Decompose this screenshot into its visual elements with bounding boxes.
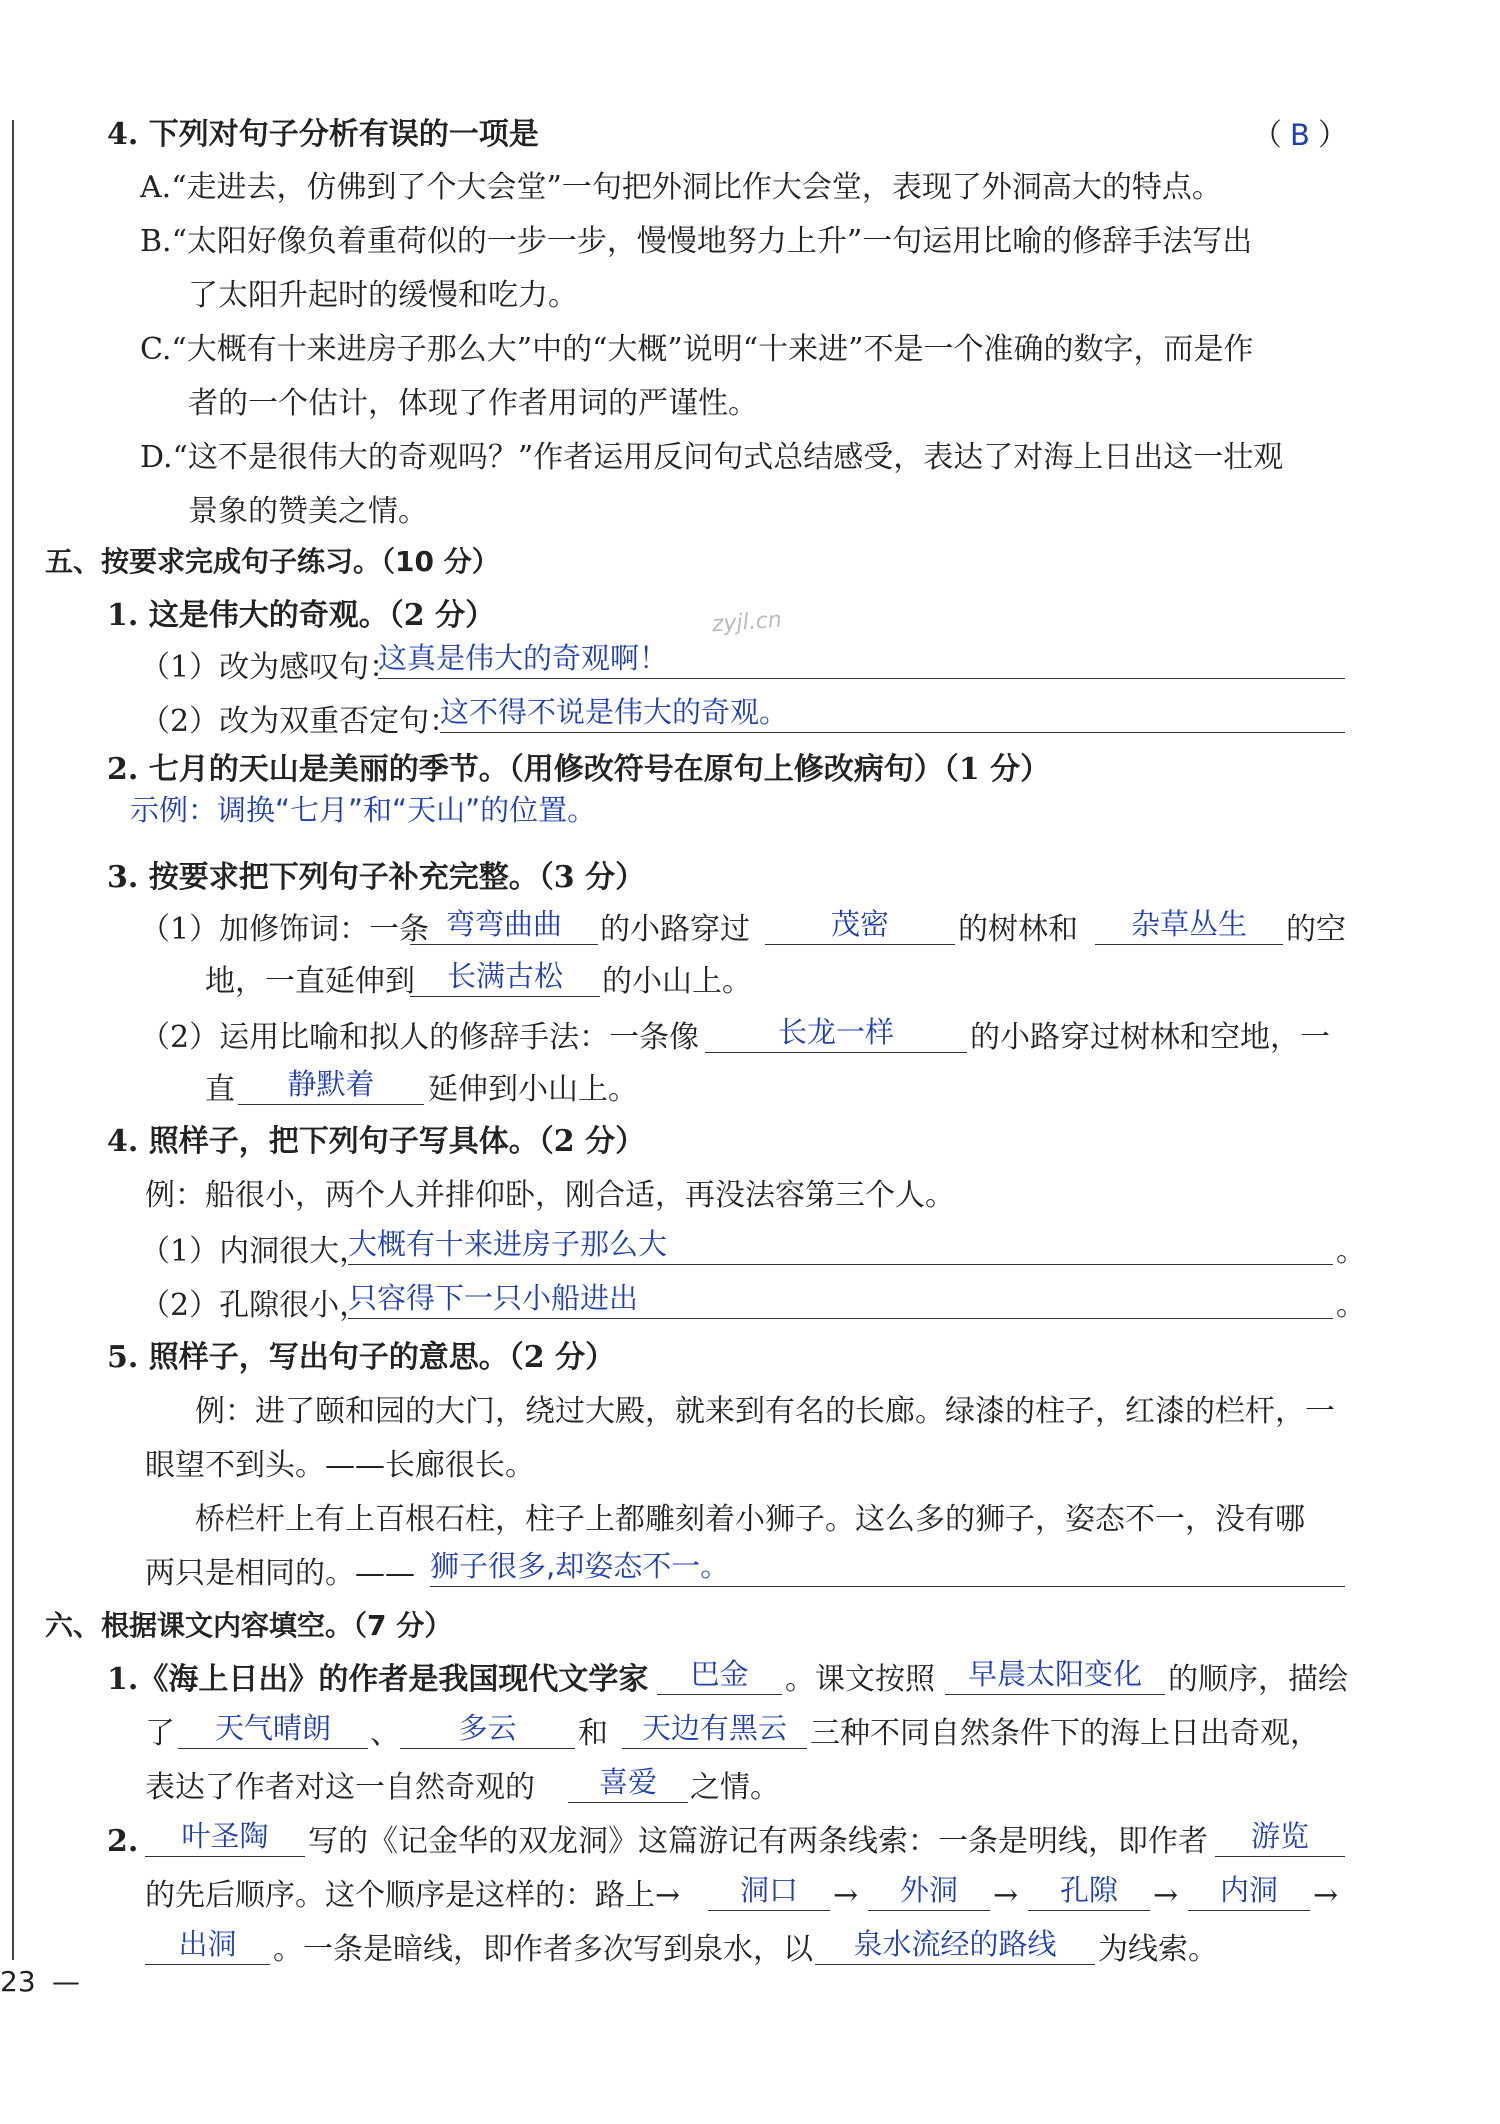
q4-option-d-line1: D.“这不是很伟大的奇观吗？”作者运用反问句式总结感受，表达了对海上日出这一壮观 [140,440,1284,475]
s6-q2-b: 的先后顺序。这个顺序是这样的：路上→ [145,1878,681,1913]
section-5-title: 五、按要求完成句子练习。（10 分） [45,545,500,578]
s5-q5-body-line2: 两只是相同的。—— [145,1556,415,1591]
s6-q1-d: 了 [145,1716,175,1751]
s6-q1-g: 三种不同自然条件下的海上日出奇观， [810,1716,1320,1751]
s6-q1-i: 之情。 [690,1770,780,1805]
s6-q2-arrow4: → [1313,1878,1339,1913]
s5-q3-p1-c: 的树林和 [958,912,1078,947]
s5-q1-stem: 1. 这是伟大的奇观。（2 分） [107,598,496,633]
s6-q2-d: 为线索。 [1098,1932,1218,1967]
s5-q2-answer: 示例：调换“七月”和“天山”的位置。 [130,793,597,827]
s6-q1-c: 的顺序，描绘 [1168,1662,1348,1697]
s5-q5-body-line1: 桥栏杆上有上百根石柱，柱子上都雕刻着小狮子。这么多的狮子，姿态不一，没有哪 [195,1502,1305,1537]
s5-q3-stem: 3. 按要求把下列句子补充完整。（3 分） [107,860,646,895]
s5-q4-p1-answer: 大概有十来进房子那么大 [348,1227,668,1261]
s6-q1-b: 。课文按照 [785,1662,935,1697]
s5-q2-stem: 2. 七月的天山是美丽的季节。（用修改符号在原句上修改病句）（1 分） [107,752,1051,787]
watermark: zyjl.cn [711,607,783,638]
s5-q4-p1-blank[interactable] [348,1224,1333,1265]
s5-q1-p1-blank[interactable] [378,638,1345,679]
s6-q1-blank3[interactable]: 天气晴朗 [178,1708,368,1749]
s5-q4-p2-period: 。 [1336,1288,1366,1323]
s5-q3-p1-d: 的空 [1286,912,1346,947]
s5-q3-p1-blank2[interactable]: 茂密 [765,904,955,945]
q4-option-b-line2: 了太阳升起时的缓慢和吃力。 [188,278,578,313]
s6-q2-blank5[interactable]: 孔隙 [1028,1870,1150,1911]
s5-q3-p2-c: 直 [205,1072,235,1107]
s5-q3-p1-a: （1）加修饰词：一条 [140,912,430,947]
s6-q1-blank5[interactable]: 天边有黑云 [622,1708,807,1749]
s6-q1-blank4[interactable]: 多云 [400,1708,575,1749]
s5-q3-p2-blank2[interactable]: 静默着 [238,1064,424,1105]
s5-q5-stem: 5. 照样子，写出句子的意思。（2 分） [107,1340,616,1375]
s5-q4-p1-label: （1）内洞很大， [140,1234,370,1269]
s5-q5-blank[interactable] [430,1546,1345,1587]
q4-answer-bracket: （ B ） [1252,118,1348,153]
s5-q1-p1-label: （1）改为感叹句： [140,650,400,685]
s6-q2-number: 2. [107,1824,139,1859]
s6-q2-blank8[interactable]: 泉水流经的路线 [815,1924,1095,1965]
s6-q1-blank6[interactable]: 喜爱 [568,1762,688,1803]
s6-q1-f: 和 [578,1716,608,1751]
s5-q3-p1-blank1[interactable]: 弯弯曲曲 [410,904,598,945]
s5-q3-p1-e: 地，一直延伸到 [205,964,415,999]
q4-option-a: A.“走进去，仿佛到了个大会堂”一句把外洞比作大会堂，表现了外洞高大的特点。 [140,170,1222,205]
s5-q3-p1-f: 的小山上。 [602,964,752,999]
s5-q4-example: 例：船很小，两个人并排仰卧，刚合适，再没法容第三个人。 [145,1178,955,1213]
s6-q2-blank2[interactable]: 游览 [1215,1816,1345,1857]
s5-q1-p2-blank[interactable] [440,692,1345,733]
q4-option-b-line1: B.“太阳好像负着重荷似的一步一步，慢慢地努力上升”一句运用比喻的修辞手法写出 [140,224,1253,259]
s6-q2-c: 。一条是暗线，即作者多次写到泉水，以 [273,1932,813,1967]
s6-q2-blank3[interactable]: 洞口 [708,1870,830,1911]
s6-q2-arrow3: → [1153,1878,1179,1913]
q4-answer: B [1290,118,1310,152]
section-6-title: 六、根据课文内容填空。（7 分） [45,1609,453,1642]
s5-q1-p2-answer: 这不得不说是伟大的奇观。 [440,695,789,729]
s5-q3-p1-b: 的小路穿过 [600,912,750,947]
s5-q1-p1-answer: 这真是伟大的奇观啊！ [378,641,669,675]
s6-q2-blank1[interactable]: 叶圣陶 [145,1816,305,1857]
s5-q5-example-line2: 眼望不到头。——长廊很长。 [145,1448,535,1483]
s5-q3-p1-blank4[interactable]: 长满古松 [410,956,600,997]
q4-option-d-line2: 景象的赞美之情。 [188,494,428,529]
s5-q3-p1-blank3[interactable]: 杂草丛生 [1095,904,1283,945]
margin-rule [12,120,14,1960]
s5-q5-example-line1: 例：进了颐和园的大门，绕过大殿，就来到有名的长廊。绿漆的柱子，红漆的栏杆，一 [195,1394,1335,1429]
s5-q4-p2-answer: 只容得下一只小船进出 [348,1281,639,1315]
s6-q1-blank1[interactable]: 巴金 [657,1654,782,1695]
s5-q3-p2-b: 的小路穿过树林和空地，一 [970,1020,1330,1055]
s5-q4-stem: 4. 照样子，把下列句子写具体。（2 分） [107,1124,646,1159]
s5-q5-answer: 狮子很多,却姿态不一。 [430,1549,730,1583]
s6-q1-a: 1.《海上日出》的作者是我国现代文学家 [107,1662,649,1697]
s6-q2-a: 写的《记金华的双龙洞》这篇游记有两条线索：一条是明线，即作者 [308,1824,1208,1859]
q4-stem: 4. 下列对句子分析有误的一项是 [107,117,539,152]
s6-q2-arrow1: → [833,1878,859,1913]
s6-q1-h: 表达了作者对这一自然奇观的 [145,1770,535,1805]
s5-q3-p2-d: 延伸到小山上。 [428,1072,638,1107]
s6-q2-blank7[interactable]: 出洞 [145,1924,270,1965]
s6-q2-arrow2: → [993,1878,1019,1913]
s5-q4-p2-blank[interactable] [348,1278,1333,1319]
s5-q4-p1-period: 。 [1336,1234,1366,1269]
s5-q3-p2-blank1[interactable]: 长龙一样 [705,1012,967,1053]
s6-q1-e: 、 [370,1716,400,1751]
s6-q1-blank2[interactable]: 早晨太阳变化 [945,1654,1165,1695]
s6-q2-blank4[interactable]: 外洞 [868,1870,990,1911]
q4-option-c-line2: 者的一个估计，体现了作者用词的严谨性。 [188,386,758,421]
s5-q1-p2-label: （2）改为双重否定句： [140,704,460,739]
page-number-dash: — [52,1965,80,1998]
s5-q4-p2-label: （2）孔隙很小， [140,1288,370,1323]
s6-q2-blank6[interactable]: 内洞 [1188,1870,1310,1911]
page-number: 23 [0,1965,36,1998]
q4-option-c-line1: C.“大概有十来进房子那么大”中的“大概”说明“十来进”不是一个准确的数字，而是作 [140,332,1254,367]
s5-q3-p2-a: （2）运用比喻和拟人的修辞手法：一条像 [140,1020,700,1055]
